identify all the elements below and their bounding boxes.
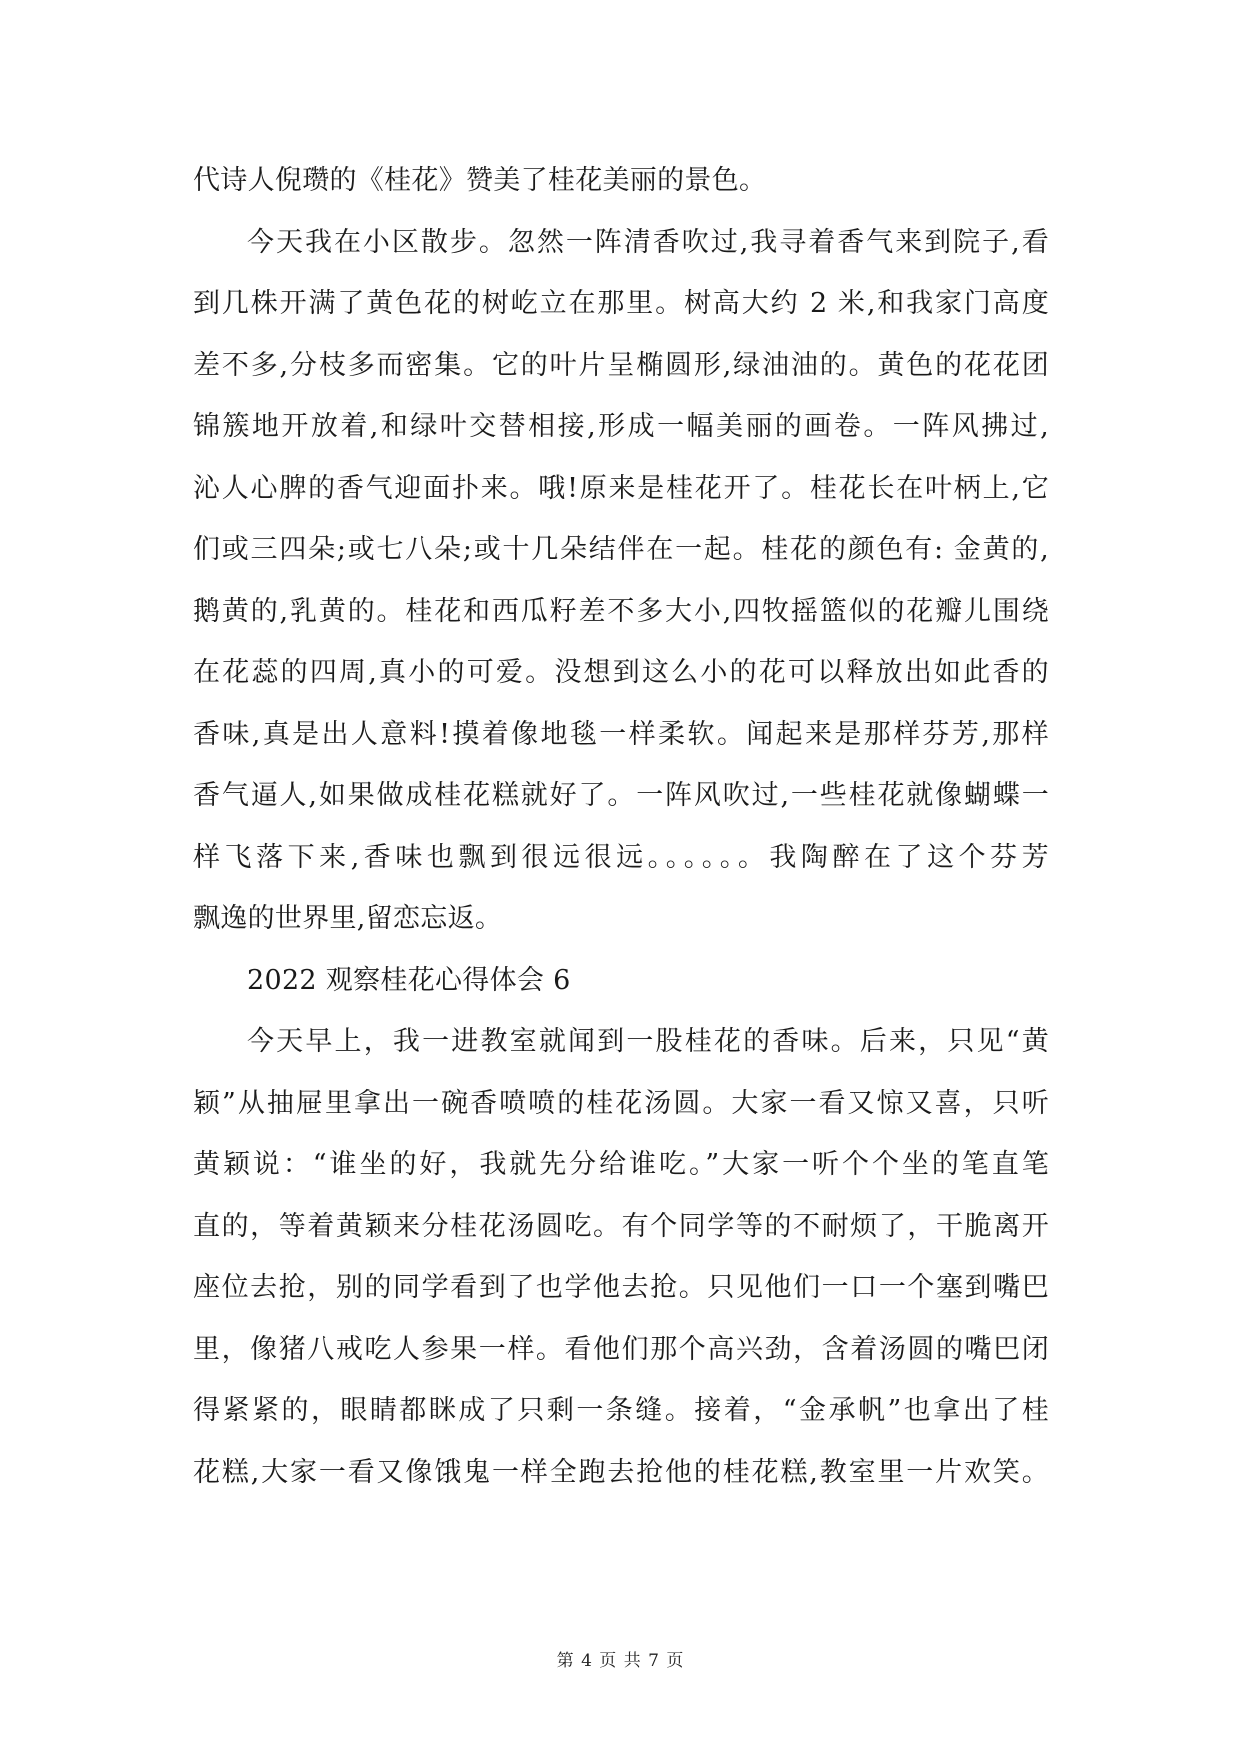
text-line: 今天早上，我一进教室就闻到一股桂花的香味。后来，只见“黄 xyxy=(247,1026,1049,1057)
text-line: 今天我在小区散步。忽然一阵清香吹过,我寻着香气来到院子,看 xyxy=(247,226,1049,258)
text-line: 里，像猪八戒吃人参果一样。看他们那个高兴劲，含着汤圆的嘴巴闭 xyxy=(193,1333,1049,1365)
text-line: 沁人心脾的香气迎面扑来。哦!原来是桂花开了。桂花长在叶柄上,它 xyxy=(193,472,1049,504)
text-line: 得紧紧的，眼睛都眯成了只剩一条缝。接着，“金承帆”也拿出了桂 xyxy=(193,1395,1049,1426)
text-line: 直的，等着黄颖来分桂花汤圆吃。有个同学等的不耐烦了，干脆离开 xyxy=(193,1210,1049,1242)
text-line: 差不多,分枝多而密集。它的叶片呈椭圆形,绿油油的。黄色的花花团 xyxy=(193,349,1049,381)
text-line: 代诗人倪瓒的《桂花》赞美了桂花美丽的景色。 xyxy=(193,165,767,196)
text-line: 鹅黄的,乳黄的。桂花和西瓜籽差不多大小,四牧摇篮似的花瓣儿围绕 xyxy=(193,595,1049,627)
text-line: 香气逼人,如果做成桂花糕就好了。一阵风吹过,一些桂花就像蝴蝶一 xyxy=(193,780,1049,811)
text-line: 颖”从抽屉里拿出一碗香喷喷的桂花汤圆。大家一看又惊又喜，只听 xyxy=(193,1087,1049,1119)
text-line: 黄颖说：“谁坐的好，我就先分给谁吃。”大家一听个个坐的笔直笔 xyxy=(193,1149,1049,1180)
section-heading: 2022 观察桂花心得体会 6 xyxy=(247,964,571,996)
text-line: 到几株开满了黄色花的树屹立在那里。树高大约 2 米,和我家门高度 xyxy=(193,288,1049,319)
text-line: 座位去抢，别的同学看到了也学他去抢。只见他们一口一个塞到嘴巴 xyxy=(193,1272,1049,1303)
text-line: 样飞落下来,香味也飘到很远很远。。。。。。我陶醉在了这个芬芳 xyxy=(193,841,1049,873)
page-number-footer: 第 4 页 共 7 页 xyxy=(556,1651,685,1671)
text-line: 花糕,大家一看又像饿鬼一样全跑去抢他的桂花糕,教室里一片欢笑。 xyxy=(193,1456,1049,1488)
text-line: 锦簇地开放着,和绿叶交替相接,形成一幅美丽的画卷。一阵风拂过, xyxy=(193,411,1049,442)
text-line: 们或三四朵;或七八朵;或十几朵结伴在一起。桂花的颜色有: 金黄的, xyxy=(193,534,1049,565)
document-body xyxy=(193,150,1049,1503)
text-line: 飘逸的世界里,留恋忘返。 xyxy=(193,903,503,934)
text-line: 香味,真是出人意料!摸着像地毯一样柔软。闻起来是那样芬芳,那样 xyxy=(193,718,1049,750)
text-line: 在花蕊的四周,真小的可爱。没想到这么小的花可以释放出如此香的 xyxy=(193,657,1049,688)
